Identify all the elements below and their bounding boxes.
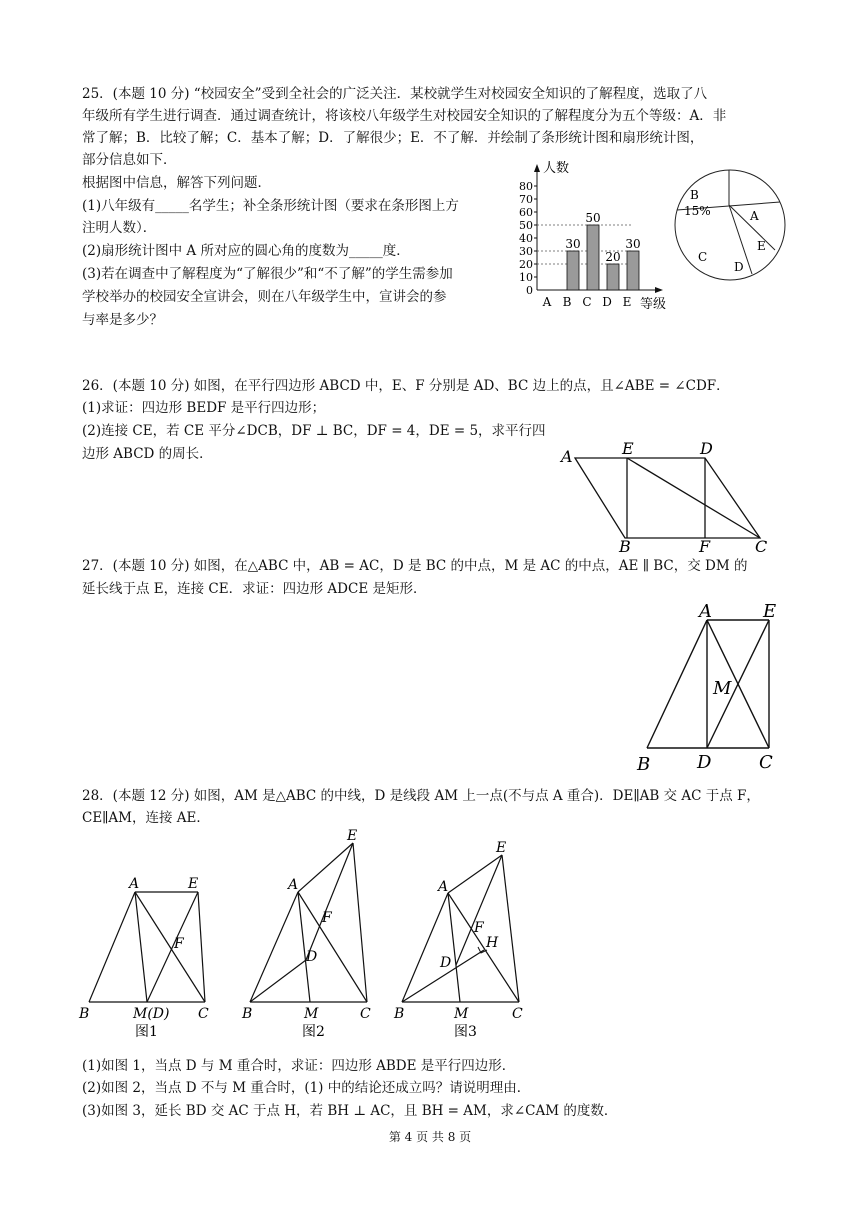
q27-label-a: A: [699, 601, 712, 622]
fig3-caption: 图3: [454, 1024, 477, 1040]
q27-label-c: C: [759, 752, 773, 773]
bar-y-axis-title: 人数: [543, 161, 570, 176]
q25-line-4: 部分信息如下．: [82, 152, 177, 168]
fig1-label-f: F: [174, 936, 184, 952]
page-footer: 第 4 页 共 8 页: [388, 1130, 472, 1144]
bar: [567, 251, 579, 290]
fig2-label-c: C: [360, 1006, 371, 1022]
bar-value-label: 20: [605, 250, 621, 264]
bar: [587, 225, 599, 290]
fig2-label-m: M: [304, 1006, 319, 1022]
q28-line-1: 28．(本题 12 分) 如图，AM 是△ABC 的中线，D 是线段 AM 上一点(不与点 A 重合)．DE∥AB 交 AC 于点 F，: [82, 788, 760, 804]
bar-ytick-label: 60: [519, 206, 533, 219]
q28-question-2: (2)如图 2，当点 D 不与 M 重合时，(1) 中的结论还成立吗？请说明理由．: [82, 1080, 531, 1096]
pie-chart: [670, 165, 790, 289]
fig1-caption: 图1: [135, 1024, 158, 1040]
bar-ytick-label: 50: [519, 219, 533, 232]
q27-line-1: 27．(本题 10 分) 如图，在△ABC 中，AB = AC，D 是 BC 的中点，M 是 AC 的中点，AE ∥ BC，交 DM 的: [82, 558, 748, 574]
fig2-label-f: F: [322, 910, 332, 926]
fig3-label-f: F: [474, 920, 484, 936]
bar-ytick-label: 0: [526, 284, 533, 297]
bar-category-label: A: [542, 295, 552, 309]
bar: [627, 251, 639, 290]
q25-line-1: 25．(本题 10 分) “校园安全”受到全社会的广泛关注．某校就学生对校园安全知识的了解程度，选取了八: [82, 86, 708, 102]
pie-label-c: C: [698, 250, 708, 264]
bar-value-label: 30: [625, 237, 641, 251]
bar-ytick-label: 30: [519, 245, 533, 258]
fig2-label-a: A: [288, 877, 299, 893]
bar-category-label: C: [582, 295, 592, 309]
q27-label-e: E: [763, 601, 777, 622]
q26-line-3: (2)连接 CE，若 CE 平分∠DCB，DF ⊥ BC，DF = 4，DE = 5，求平行四: [82, 423, 546, 439]
q28-figure-2: [240, 825, 380, 1042]
fig2-label-d: D: [306, 949, 318, 965]
fig1-label-e: E: [188, 876, 199, 892]
q28-question-3: (3)如图 3，延长 BD 交 AC 于点 H，若 BH ⊥ AC，且 BH = AM，求∠CAM 的度数．: [82, 1103, 618, 1119]
fig2-label-e: E: [347, 828, 358, 844]
q25-line-7: 注明人数）．: [82, 220, 157, 236]
bar-category-label: B: [562, 295, 572, 309]
bar-value-label: 50: [585, 211, 601, 225]
bar-y-arrow: [534, 164, 540, 172]
bar-ytick-label: 80: [519, 180, 533, 193]
q26-label-e: E: [622, 439, 634, 458]
pie-label-e: E: [757, 239, 766, 253]
bar-ytick-label: 40: [519, 232, 533, 245]
bar-value-label: 30: [565, 237, 581, 251]
fig3-label-a: A: [438, 879, 449, 895]
q26-label-f: F: [699, 537, 711, 554]
bar-chart: [505, 160, 675, 310]
q25-line-5: 根据图中信息，解答下列问题．: [82, 175, 271, 191]
bar-ytick-label: 20: [519, 258, 533, 271]
fig3-label-e: E: [496, 840, 507, 856]
bar-ytick-label: 70: [519, 193, 533, 206]
bar: [607, 264, 619, 290]
pie-label-b-percent: 15%: [684, 204, 711, 218]
fig1-label-b: B: [79, 1006, 90, 1022]
q25-line-11: 与率是多少？: [82, 312, 163, 328]
q28-figure-3: [392, 837, 532, 1042]
bar-category-label: E: [622, 295, 632, 309]
q26-label-b: B: [619, 537, 631, 554]
q26-figure: [555, 438, 775, 554]
q27-label-b: B: [637, 754, 651, 775]
fig1-label-a: A: [129, 876, 140, 892]
pie-label-a: A: [750, 209, 759, 223]
fig3-label-d: D: [440, 955, 452, 971]
q26-line-2: (1)求证：四边形 BEDF 是平行四边形；: [82, 400, 326, 416]
q27-line-2: 延长线于点 E，连接 CE．求证：四边形 ADCE 是矩形．: [82, 581, 427, 597]
pie-label-d: D: [734, 260, 744, 274]
q28-line-2: CE∥AM，连接 AE．: [82, 810, 210, 826]
pie-label-b: B: [690, 188, 699, 202]
fig3-label-b: B: [394, 1006, 405, 1022]
q26-label-d: D: [700, 439, 713, 458]
q26-line-4: 边形 ABCD 的周长．: [82, 446, 213, 462]
q27-label-d: D: [697, 752, 712, 773]
bar-ytick-label: 10: [519, 271, 533, 284]
q26-line-1: 26．(本题 10 分) 如图，在平行四边形 ABCD 中，E、F 分别是 AD、BC 边上的点，且∠ABE = ∠CDF．: [82, 378, 730, 394]
q25-line-3: 常了解；B．比较了解；C．基本了解；D．了解很少；E．不了解．并绘制了条形统计图和扇形统计图，: [82, 130, 704, 146]
fig3-label-m: M: [454, 1006, 469, 1022]
q26-label-a: A: [561, 447, 573, 466]
q25-line-2: 年级所有学生进行调查．通过调查统计，将该校八年级学生对校园安全知识的了解程度分为五个等级：A．非: [82, 108, 727, 124]
bar-x-arrow: [655, 287, 663, 293]
bar-category-label: D: [602, 295, 612, 309]
fig3-label-h: H: [486, 935, 499, 951]
q26-label-c: C: [755, 537, 768, 554]
q28-question-1: (1)如图 1，当点 D 与 M 重合时，求证：四边形 ABDE 是平行四边形．: [82, 1058, 516, 1074]
fig1-label-md: M(D): [133, 1006, 170, 1022]
fig1-label-c: C: [198, 1006, 209, 1022]
bar-x-axis-title: 等级: [640, 297, 667, 310]
fig2-caption: 图2: [302, 1024, 325, 1040]
pie-circle: [675, 170, 785, 280]
q27-figure: [635, 600, 785, 775]
q25-line-9: (3)若在调查中了解程度为“了解很少”和“不了解”的学生需参加: [82, 266, 453, 282]
q25-line-10: 学校举办的校园安全宣讲会，则在八年级学生中，宣讲会的参: [82, 289, 447, 305]
fig2-label-b: B: [242, 1006, 253, 1022]
fig3-label-c: C: [512, 1006, 523, 1022]
q25-line-6: (1)八年级有_____名学生；补全条形统计图（要求在条形图上方: [82, 198, 459, 214]
q27-label-m: M: [713, 678, 732, 699]
q25-line-8: (2)扇形统计图中 A 所对应的圆心角的度数为_____度．: [82, 243, 410, 259]
q28-figure-1: [75, 872, 220, 1042]
